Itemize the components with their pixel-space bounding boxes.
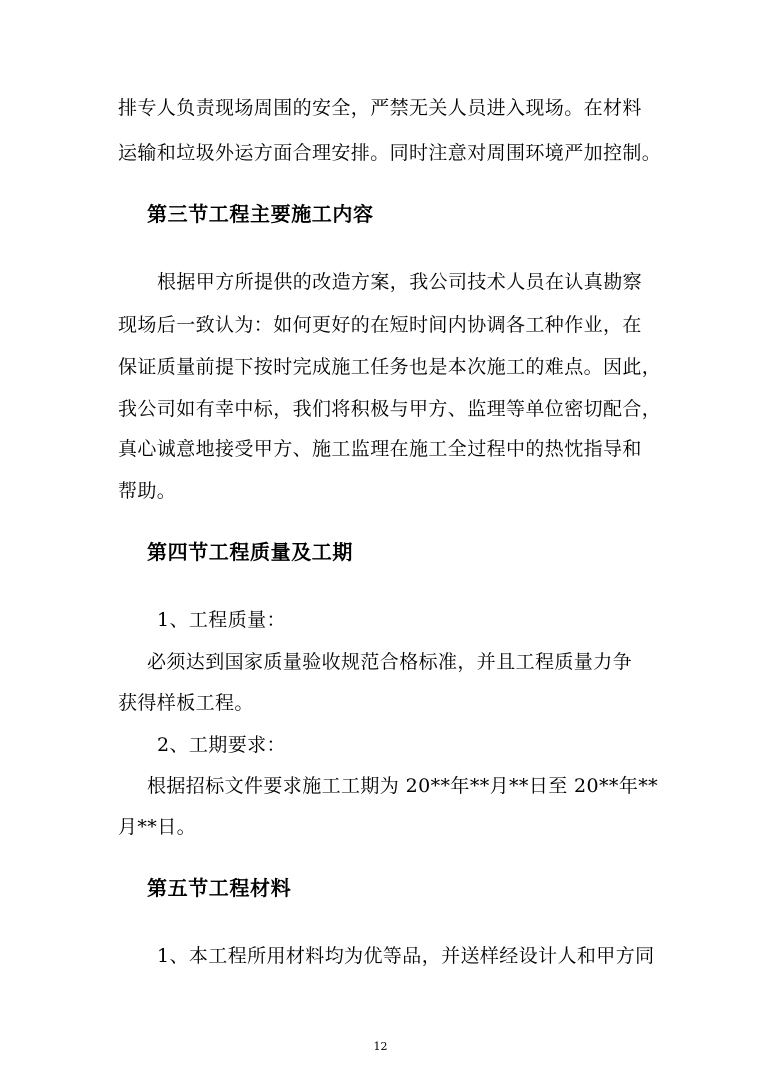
section-3-line-5: 真心诚意地接受甲方、施工监理在施工全过程中的热忱指导和: [118, 438, 642, 460]
section-3-line-6: 帮助。: [118, 480, 177, 502]
schedule-line-2: 月**日。: [118, 816, 197, 838]
section-3-line-3: 保证质量前提下按时完成施工任务也是本次施工的难点。因此，: [118, 356, 662, 378]
quality-line-2: 获得样板工程。: [118, 692, 254, 714]
section-4-heading: 第四节工程质量及工期: [147, 540, 353, 564]
quality-item-label: 1、工程质量：: [157, 609, 286, 631]
page-number: 12: [373, 1040, 388, 1053]
quality-line-1: 必须达到国家质量验收规范合格标准，并且工程质量力争: [147, 651, 633, 673]
materials-item-1: 1、本工程所用材料均为优等品，并送样经设计人和甲方同: [157, 945, 655, 967]
schedule-line-1: 根据招标文件要求施工工期为 20**年**月**日至 20**年**: [147, 775, 659, 797]
section-3-line-4: 我公司如有幸中标，我们将积极与甲方、监理等单位密切配合，: [118, 398, 662, 420]
section-3-line-1: 根据甲方所提供的改造方案，我公司技术人员在认真勘察: [157, 271, 643, 293]
intro-line-1: 排专人负责现场周围的安全，严禁无关人员进入现场。在材料: [118, 97, 642, 119]
schedule-item-label: 2、工期要求：: [157, 734, 286, 756]
section-3-heading: 第三节工程主要施工内容: [147, 202, 374, 226]
intro-line-2: 运输和垃圾外运方面合理安排。同时注意对周围环境严加控制。: [118, 142, 662, 164]
section-5-heading: 第五节工程材料: [147, 876, 292, 900]
section-3-line-2: 现场后一致认为：如何更好的在短时间内协调各工种作业，在: [118, 314, 642, 336]
